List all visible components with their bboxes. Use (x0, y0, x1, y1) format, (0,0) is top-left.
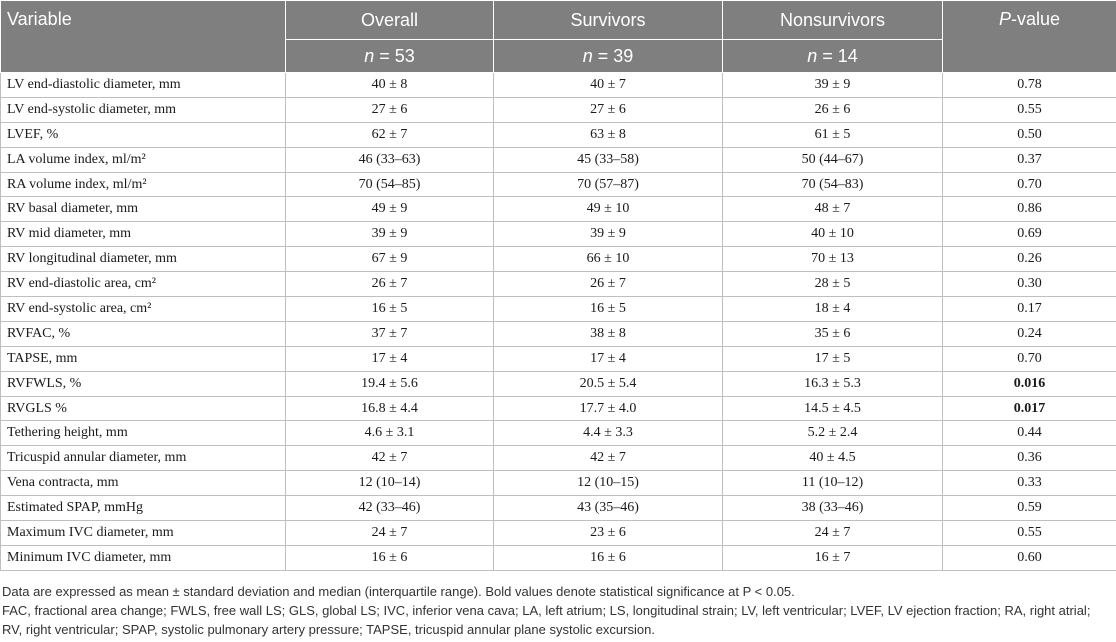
cell-survivors: 63 ± 8 (494, 122, 723, 147)
cell-overall: 16 ± 5 (286, 297, 494, 322)
cell-variable: Minimum IVC diameter, mm (1, 545, 286, 570)
cell-overall: 62 ± 7 (286, 122, 494, 147)
cell-overall: 39 ± 9 (286, 222, 494, 247)
n-value: = 14 (817, 45, 858, 66)
cell-survivors: 70 (57–87) (494, 172, 723, 197)
table-row (1, 247, 1116, 272)
cell-p-value: 0.17 (943, 297, 1116, 322)
cell-p-value: 0.017 (943, 396, 1116, 421)
cell-variable: LVEF, % (1, 122, 286, 147)
cell-variable: LV end-systolic diameter, mm (1, 97, 286, 122)
cell-survivors: 66 ± 10 (494, 247, 723, 272)
table-row (1, 346, 1116, 371)
cell-overall: 42 (33–46) (286, 496, 494, 521)
cell-variable: RV mid diameter, mm (1, 222, 286, 247)
cell-survivors: 16 ± 6 (494, 545, 723, 570)
table-row (1, 73, 1116, 98)
cell-overall: 27 ± 6 (286, 97, 494, 122)
cell-variable: Tricuspid annular diameter, mm (1, 446, 286, 471)
cell-overall: 70 (54–85) (286, 172, 494, 197)
table-row (1, 446, 1116, 471)
table-row (1, 545, 1116, 570)
cell-overall: 40 ± 8 (286, 73, 494, 98)
header-p-letter: P (998, 9, 1011, 29)
table-header (1, 1, 1116, 73)
cell-nonsurvivors: 28 ± 5 (723, 272, 943, 297)
cell-variable: Maximum IVC diameter, mm (1, 521, 286, 546)
cell-p-value: 0.26 (943, 247, 1116, 272)
cell-variable: RV end-diastolic area, cm² (1, 272, 286, 297)
cell-survivors: 4.4 ± 3.3 (494, 421, 723, 446)
header-row (1, 1, 1116, 40)
cell-overall: 24 ± 7 (286, 521, 494, 546)
cell-p-value: 0.44 (943, 421, 1116, 446)
table-row (1, 496, 1116, 521)
table-row (1, 396, 1116, 421)
cell-nonsurvivors: 50 (44–67) (723, 147, 943, 172)
cell-p-value: 0.30 (943, 272, 1116, 297)
cell-overall: 26 ± 7 (286, 272, 494, 297)
subheader-nonsurvivors-n (723, 40, 943, 73)
table-row (1, 421, 1116, 446)
table-row (1, 97, 1116, 122)
table-row (1, 172, 1116, 197)
cell-variable: Tethering height, mm (1, 421, 286, 446)
cell-survivors: 40 ± 7 (494, 73, 723, 98)
table-row (1, 321, 1116, 346)
cell-nonsurvivors: 70 ± 13 (723, 247, 943, 272)
cell-variable: RVGLS % (1, 396, 286, 421)
cell-p-value: 0.33 (943, 471, 1116, 496)
cell-overall: 17 ± 4 (286, 346, 494, 371)
n-value: = 39 (592, 45, 634, 66)
header-nonsurvivors: Nonsurvivors (723, 1, 943, 40)
cell-survivors: 49 ± 10 (494, 197, 723, 222)
cell-variable: Estimated SPAP, mmHg (1, 496, 286, 521)
cell-overall: 49 ± 9 (286, 197, 494, 222)
cell-variable: LV end-diastolic diameter, mm (1, 73, 286, 98)
cell-nonsurvivors: 18 ± 4 (723, 297, 943, 322)
cell-survivors: 43 (35–46) (494, 496, 723, 521)
cell-p-value: 0.70 (943, 346, 1116, 371)
cell-survivors: 23 ± 6 (494, 521, 723, 546)
cell-variable: RVFWLS, % (1, 371, 286, 396)
cell-p-value: 0.36 (943, 446, 1116, 471)
cell-survivors: 17 ± 4 (494, 346, 723, 371)
cell-nonsurvivors: 14.5 ± 4.5 (723, 396, 943, 421)
cell-p-value: 0.55 (943, 521, 1116, 546)
cell-variable: RVFAC, % (1, 321, 286, 346)
header-p-value (943, 1, 1116, 73)
subheader-survivors-n (494, 40, 723, 73)
cell-survivors: 17.7 ± 4.0 (494, 396, 723, 421)
cell-nonsurvivors: 16 ± 7 (723, 545, 943, 570)
table-row (1, 147, 1116, 172)
table-body (1, 73, 1116, 571)
cell-nonsurvivors: 40 ± 4.5 (723, 446, 943, 471)
cell-p-value: 0.78 (943, 73, 1116, 98)
cell-p-value: 0.24 (943, 321, 1116, 346)
table-row (1, 521, 1116, 546)
cell-survivors: 42 ± 7 (494, 446, 723, 471)
cell-overall: 19.4 ± 5.6 (286, 371, 494, 396)
cell-nonsurvivors: 17 ± 5 (723, 346, 943, 371)
cell-p-value: 0.37 (943, 147, 1116, 172)
cell-overall: 42 ± 7 (286, 446, 494, 471)
cell-overall: 12 (10–14) (286, 471, 494, 496)
cell-nonsurvivors: 40 ± 10 (723, 222, 943, 247)
cell-nonsurvivors: 39 ± 9 (723, 73, 943, 98)
table-footnotes (2, 582, 1114, 639)
cell-overall: 46 (33–63) (286, 147, 494, 172)
cell-p-value: 0.86 (943, 197, 1116, 222)
cell-p-value: 0.016 (943, 371, 1116, 396)
cell-variable: RV longitudinal diameter, mm (1, 247, 286, 272)
cell-variable: RA volume index, ml/m² (1, 172, 286, 197)
cell-variable: RV end-systolic area, cm² (1, 297, 286, 322)
header-survivors: Survivors (494, 1, 723, 40)
cell-variable: TAPSE, mm (1, 346, 286, 371)
cell-nonsurvivors: 26 ± 6 (723, 97, 943, 122)
n-value: = 53 (374, 45, 415, 66)
cell-nonsurvivors: 16.3 ± 5.3 (723, 371, 943, 396)
cell-overall: 16.8 ± 4.4 (286, 396, 494, 421)
cell-nonsurvivors: 61 ± 5 (723, 122, 943, 147)
table-row (1, 197, 1116, 222)
cell-overall: 37 ± 7 (286, 321, 494, 346)
header-p-suffix: -value (1010, 9, 1061, 29)
cell-nonsurvivors: 24 ± 7 (723, 521, 943, 546)
cell-variable: RV basal diameter, mm (1, 197, 286, 222)
cell-nonsurvivors: 5.2 ± 2.4 (723, 421, 943, 446)
header-overall: Overall (286, 1, 494, 40)
cell-variable: LA volume index, ml/m² (1, 147, 286, 172)
n-label: n (364, 45, 375, 66)
cell-survivors: 12 (10–15) (494, 471, 723, 496)
n-label: n (582, 45, 593, 66)
cell-survivors: 38 ± 8 (494, 321, 723, 346)
cell-p-value: 0.60 (943, 545, 1116, 570)
cell-overall: 16 ± 6 (286, 545, 494, 570)
cell-survivors: 26 ± 7 (494, 272, 723, 297)
cell-nonsurvivors: 38 (33–46) (723, 496, 943, 521)
cell-p-value: 0.55 (943, 97, 1116, 122)
n-label: n (807, 45, 818, 66)
table-row (1, 222, 1116, 247)
abbreviations-note: FAC, fractional area change; FWLS, free wall LS; GLS, global LS; IVC, inferior vena cava; LA, left atrium; LS, longitudinal strain; LV, left ventricular; LVEF, LV ejection fraction; RA, right atrial; RV, right ventricular; SPAP, systolic pulmonary artery pressure; TAPSE, tricuspid annular plane systolic excursion. (2, 603, 1091, 637)
cell-survivors: 39 ± 9 (494, 222, 723, 247)
cell-survivors: 27 ± 6 (494, 97, 723, 122)
cell-p-value: 0.69 (943, 222, 1116, 247)
subheader-overall-n (286, 40, 494, 73)
cell-overall: 67 ± 9 (286, 247, 494, 272)
cell-p-value: 0.59 (943, 496, 1116, 521)
table-row (1, 122, 1116, 147)
cell-survivors: 16 ± 5 (494, 297, 723, 322)
cell-survivors: 45 (33–58) (494, 147, 723, 172)
cell-nonsurvivors: 48 ± 7 (723, 197, 943, 222)
cell-p-value: 0.50 (943, 122, 1116, 147)
data-note: Data are expressed as mean ± standard deviation and median (interquartile range). Bold values denote statistical significance at P < 0.05. (2, 584, 795, 599)
header-variable: Variable (1, 1, 286, 73)
cell-nonsurvivors: 11 (10–12) (723, 471, 943, 496)
cell-variable: Vena contracta, mm (1, 471, 286, 496)
cell-overall: 4.6 ± 3.1 (286, 421, 494, 446)
table-row (1, 471, 1116, 496)
table-row (1, 272, 1116, 297)
table-row (1, 371, 1116, 396)
cell-survivors: 20.5 ± 5.4 (494, 371, 723, 396)
cell-p-value: 0.70 (943, 172, 1116, 197)
cell-nonsurvivors: 70 (54–83) (723, 172, 943, 197)
table-row (1, 297, 1116, 322)
cell-nonsurvivors: 35 ± 6 (723, 321, 943, 346)
